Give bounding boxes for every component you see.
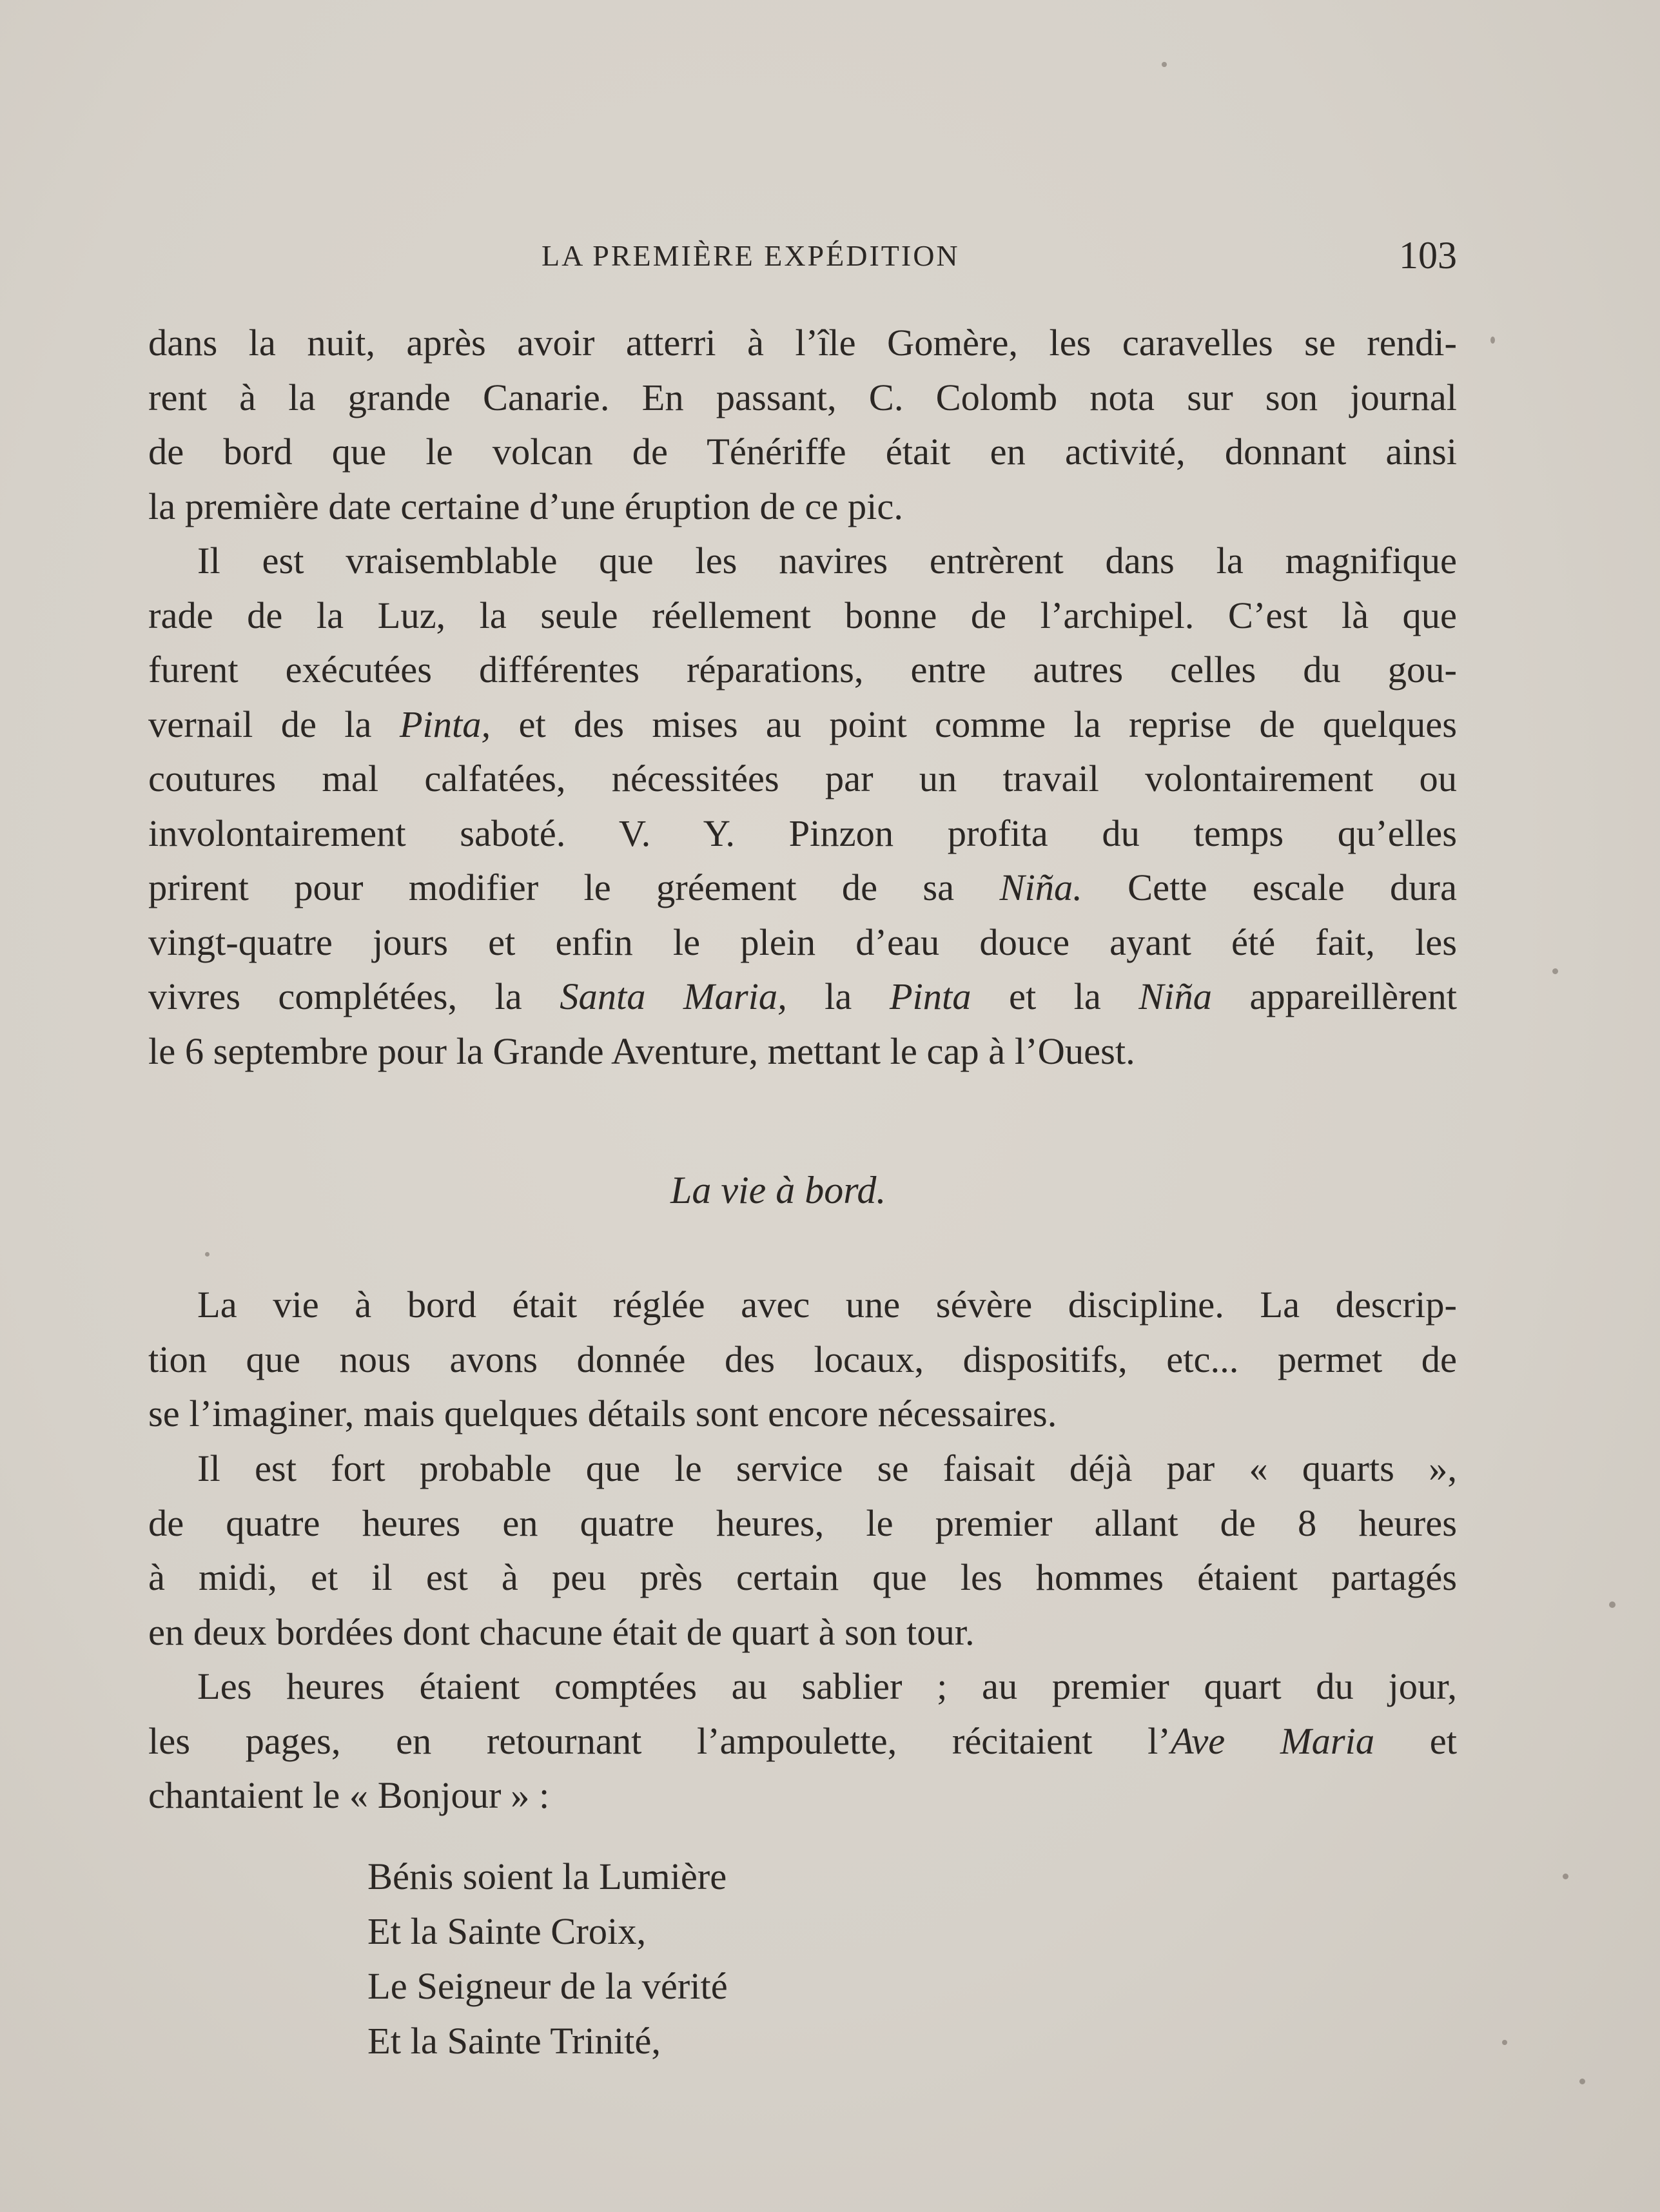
text-line: chantaient le « Bonjour » :	[148, 1774, 550, 1816]
paper-speck	[1579, 2079, 1585, 2084]
verse-line: Et la Sainte Croix,	[367, 1910, 647, 1952]
text-run: et la	[971, 975, 1139, 1017]
text-line: Il est vraisemblable que les navires entrèrent dans la magnifique	[197, 540, 1457, 582]
text-line: vingt-quatre jours et enfin le plein d’eau douce ayant été fait, les	[148, 921, 1457, 963]
text-run: les pages, en retournant l’ampoulette, récitaient l’	[148, 1719, 1171, 1762]
text-line	[148, 861, 1457, 915]
paragraph-1	[148, 316, 1457, 534]
text-line: le 6 septembre pour la Grande Aventure, mettant le cap à l’Ouest.	[148, 1030, 1135, 1072]
page-number: 103	[1399, 234, 1457, 277]
paper-speck	[1502, 2040, 1507, 2045]
text-line: à midi, et il est à peu près certain que les hommes étaient partagés	[148, 1556, 1457, 1598]
text-run: appareillèrent	[1212, 975, 1457, 1017]
text-line	[148, 970, 1457, 1024]
verse-line: Bénis soient la Lumière	[367, 1855, 727, 1897]
text-line: furent exécutées différentes réparations, entre autres celles du gou-	[148, 649, 1457, 690]
text-line: de quatre heures en quatre heures, le premier allant de 8 heures	[148, 1502, 1457, 1544]
text-line	[148, 1714, 1457, 1769]
text-line: la première date certaine d’une éruption de ce pic.	[148, 485, 903, 527]
text-line: tion que nous avons donnée des locaux, dispositifs, etc... permet de	[148, 1338, 1457, 1380]
text-line	[148, 698, 1457, 752]
paper-speck	[205, 1252, 210, 1257]
text-run: et des mises au point comme la reprise de quelques	[491, 703, 1458, 745]
ship-name-santa-maria: Santa Maria,	[560, 975, 787, 1017]
text-line: Les heures étaient comptées au sablier ; au premier quart du jour,	[197, 1665, 1457, 1707]
running-title: LA PREMIÈRE EXPÉDITION	[542, 239, 960, 272]
text-line: rent à la grande Canarie. En passant, C. Colomb nota sur son journal	[148, 376, 1457, 418]
paper-speck	[1552, 968, 1558, 974]
paper-speck	[1162, 62, 1167, 67]
text-run: Cette escale dura	[1082, 866, 1457, 908]
prayer-title: Ave Maria	[1170, 1719, 1375, 1762]
paragraph-4	[148, 1442, 1457, 1659]
text-line: en deux bordées dont chacune était de quart à son tour.	[148, 1610, 975, 1653]
text-run: vernail de la	[148, 703, 400, 745]
paper-speck	[1609, 1601, 1616, 1608]
text-run: prirent pour modifier le gréement de sa	[148, 866, 1000, 908]
text-line: coutures mal calfatées, nécessitées par un travail volontairement ou	[148, 758, 1457, 799]
ship-name-nina: Niña	[1138, 975, 1213, 1017]
paragraph-2	[148, 534, 1457, 1079]
paragraph-3	[148, 1278, 1457, 1442]
text-line: dans la nuit, après avoir atterri à l’île Gomère, les caravelles se rendi-	[148, 322, 1457, 364]
paper-speck	[1490, 337, 1495, 344]
verse-line: Le Seigneur de la vérité	[367, 1965, 728, 2007]
paper-speck	[1563, 1874, 1568, 1879]
text-line: involontairement saboté. V. Y. Pinzon profita du temps qu’elles	[148, 812, 1457, 854]
ship-name-pinta: Pinta	[889, 975, 972, 1017]
verse-line: Et la Sainte Trinité,	[367, 2020, 661, 2062]
text-line: de bord que le volcan de Ténériffe était en activité, donnant ainsi	[148, 431, 1457, 473]
text-line: rade de la Luz, la seule réellement bonne de l’archipel. C’est là que	[148, 594, 1457, 636]
text-run: vivres complétées, la	[148, 975, 560, 1017]
ship-name-nina: Niña.	[999, 866, 1082, 908]
paragraph-5	[148, 1659, 1457, 1823]
verse-quote	[367, 1849, 728, 2068]
text-run: et	[1374, 1719, 1458, 1762]
ship-name-pinta: Pinta,	[399, 703, 491, 745]
text-line: Il est fort probable que le service se faisait déjà par « quarts »,	[197, 1447, 1457, 1489]
section-title: La vie à bord.	[670, 1169, 886, 1211]
text-line: se l’imaginer, mais quelques détails sont encore nécessaires.	[148, 1393, 1057, 1434]
text-line: La vie à bord était réglée avec une sévère discipline. La descrip-	[197, 1284, 1457, 1326]
running-head	[148, 233, 1457, 279]
text-run: la	[786, 975, 890, 1017]
